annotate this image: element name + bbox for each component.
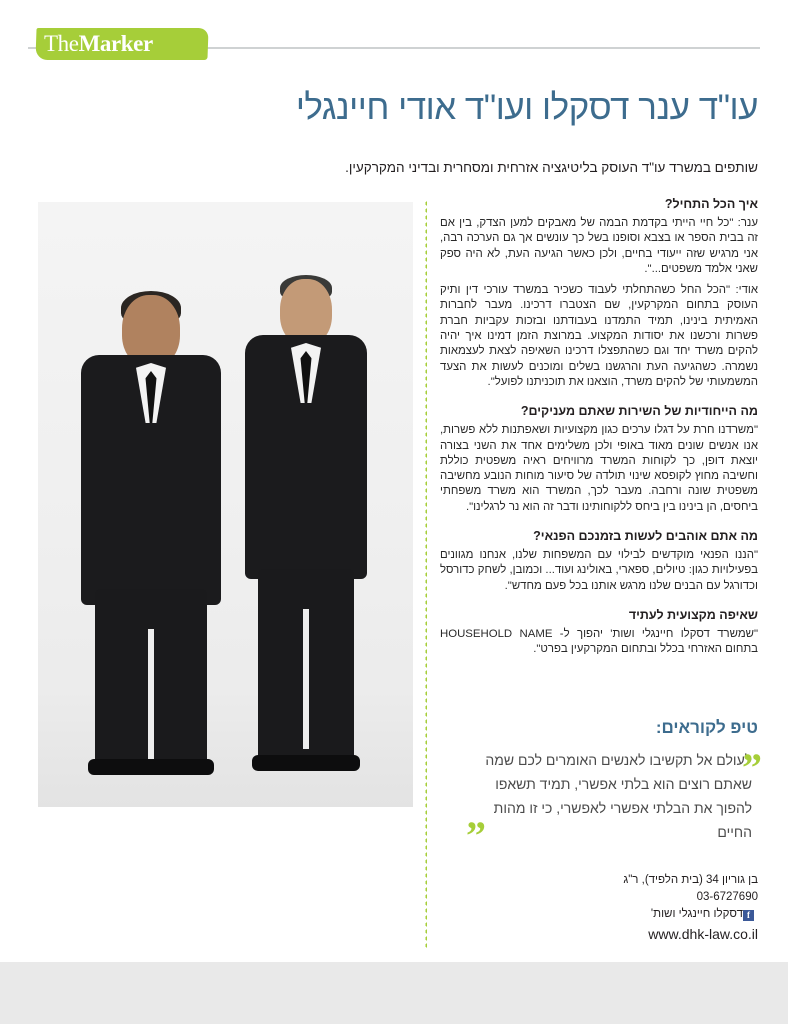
- themarker-logo-text: [44, 31, 204, 57]
- suit-jacket-shape: [245, 335, 367, 579]
- column-separator: [425, 200, 427, 948]
- person-left: [76, 289, 226, 789]
- tip-quote: לעולם אל תקשיבו לאנשים האומרים לכם שמה שאתם רוצים הוא בלתי אפשרי, תמיד תשאפו להפוך את הבלתי אפשרי לאפשרי, כי זו מהות החיים: [485, 752, 752, 840]
- section-future-goal: [440, 607, 758, 658]
- facebook-icon: f: [743, 910, 754, 921]
- leg-gap: [303, 609, 309, 749]
- tip-title: טיפ לקוראים:: [655, 718, 758, 737]
- page-subtitle: שותפים במשרד עו"ד העוסק בליטיגציה אזרחית ומסחרית ובדיני המקרקעין.: [345, 160, 758, 175]
- section-paragraph: אודי: "הכל החל כשהתחלתי לעבוד כשכיר במשרד עורכי דין ותיק העוסק בתחום המקרקעין, שם הצטברו דרכינו. מעבר לחברות האמיתית בינינו, תמיד התמדנו בעבודתנו ובזכות עקביות חברת פשרות ורכשנו את יסודות המקצוע. במרוצת הזמן דמינו איך יהיה להקים משרד יחד וגם כשהתפצלו דרכינו השאיפה לצאת לעצמאות נשמרה. כשהגיעה העת והרגשנו בשלים ומוכנים לעשות את הצעד המשמעותי של להקים משרד, הוצאנו את תוכניתנו לפועל".: [440, 284, 758, 388]
- tip-quote-wrapper: [440, 745, 762, 858]
- section-free-time: [440, 528, 758, 594]
- section-uniqueness: [440, 403, 758, 515]
- section-heading: מה הייחודיות של השירות שאתם מעניקים?: [520, 404, 758, 419]
- quote-close-icon: ”: [466, 813, 486, 858]
- contact-address: בן גוריון 34 (בית הלפיד), ר"ג: [623, 874, 758, 886]
- leg-gap: [148, 629, 154, 769]
- page-footer-band: [0, 962, 788, 1024]
- reader-tip: [440, 718, 762, 858]
- section-paragraph: "הננו הפנאי מוקדשים לבילוי עם המשפחות שלנו, אנחנו מגוונים בפעילויות כגון: טיולים, ספארי, באולינג ועוד... וכמובן, לשחק כדורסל וכדורגל עם הבנים שלנו מרגש אותנו בכל פעם מחדש".: [440, 549, 758, 592]
- section-heading: מה אתם אוהבים לעשות בזמנכם הפנאי?: [533, 529, 758, 544]
- trousers-shape: [258, 569, 354, 765]
- contact-website[interactable]: www.dhk-law.co.il: [648, 926, 758, 942]
- section-paragraph: ענר: "כל חיי הייתי בקדמת הבמה של מאבקים למען הצדק, בין אם זה בבית הספר או בצבא וסופנו בשל כך עונשים אך גם הערכה רבה, אני מרגיש שזה ייעודי בחיים, ולכן כאשר הגיעה העת, לא היה ספק שאני אלמד משפטים...".: [440, 217, 758, 275]
- person-right: [238, 277, 374, 789]
- section-how-it-started: [440, 196, 758, 390]
- logo-marker: Marker: [78, 31, 153, 56]
- section-paragraph: "שמשרד דסקלו חיינגלי ושות' יהפוך ל- HOUSEHOLD NAME בתחום האזרחי בכלל ובתחום המקרקעין בפרט".: [440, 627, 759, 656]
- shoes-shape: [88, 759, 214, 775]
- lawyers-photo: [38, 202, 413, 807]
- masthead: [0, 0, 788, 64]
- section-heading: איך הכל התחיל?: [664, 197, 758, 211]
- contact-facebook[interactable]: [440, 906, 758, 923]
- contact-phone[interactable]: 03-6727690: [696, 891, 758, 903]
- trousers-shape: [95, 589, 207, 769]
- quote-open-icon: ”: [742, 745, 762, 790]
- suit-jacket-shape: [81, 355, 221, 605]
- section-heading: שאיפה מקצועית לעתיד: [628, 607, 758, 622]
- contact-block: [440, 872, 758, 943]
- article-body: [440, 196, 758, 671]
- logo-the: The: [44, 31, 79, 56]
- section-paragraph: "משרדנו חרת על דגלו ערכים כגון מקצועיות ושאפתנות ללא פשרות, אנו אנשים שונים מאוד באופי ולכן משלימים אחד את השני בצורה יוצאת דופן, כך לקוחות המשרד מרוויחים ראיה משפטית כוללת וחשיבה מחוץ לקופסא שינוי תולדה של סיעור מוחות הנובע מחשיבה משפטית שונה ורחבה. מעבר לכך, המשרד הוא משרד משפחתי ביחסים, הן בינינו בין ביחס ללקוחותינו ודבר זה הוא נר לרגלינו".: [440, 424, 758, 513]
- facebook-label: דסקלו חיינגלי ושות': [650, 908, 743, 920]
- page-title: עו"ד ענר דסקלו ועו"ד אודי חיינגלי: [295, 88, 758, 127]
- shoes-shape: [252, 755, 360, 771]
